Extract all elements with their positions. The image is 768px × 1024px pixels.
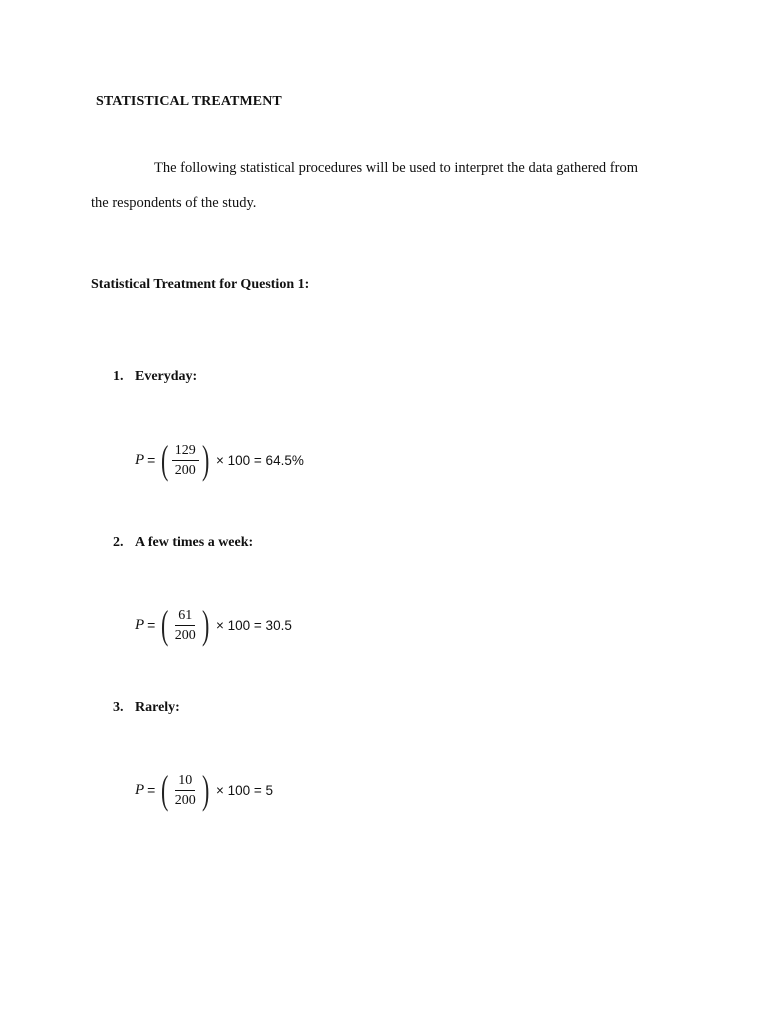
- formula-equals: =: [147, 617, 156, 633]
- right-paren: ): [201, 602, 210, 647]
- fraction-numerator: 129: [172, 442, 199, 461]
- right-paren: ): [201, 767, 210, 812]
- list-item-label: Everyday:: [135, 369, 198, 384]
- intro-paragraph-line-1: The following statistical procedures will be used to interpret the data gathered from: [154, 160, 638, 176]
- fraction-denominator: 200: [174, 462, 196, 478]
- formula-equals: =: [147, 782, 156, 798]
- formula-result: × 100 = 30.5: [216, 617, 292, 633]
- left-paren: (: [161, 602, 169, 647]
- right-paren: ): [201, 437, 210, 482]
- formula-rarely: [135, 768, 273, 812]
- list-item-label: A few times a week:: [135, 535, 254, 550]
- list-item-number: 2.: [113, 535, 124, 550]
- fraction-denominator: 200: [174, 627, 196, 643]
- list-item-everyday: [113, 369, 197, 385]
- fraction: [172, 607, 199, 644]
- formula-result: × 100 = 5: [216, 782, 274, 798]
- fraction-numerator: 10: [175, 772, 195, 791]
- left-paren: (: [161, 767, 169, 812]
- formula-equals: =: [147, 452, 156, 468]
- intro-paragraph-line-2: the respondents of the study.: [91, 195, 257, 211]
- formula-everyday: [135, 438, 304, 482]
- question-subheading: Statistical Treatment for Question 1:: [91, 277, 310, 292]
- formula-variable: P: [135, 616, 145, 633]
- list-item-number: 1.: [113, 369, 124, 384]
- list-item-few-times-a-week: [113, 535, 253, 551]
- formula-variable: P: [135, 451, 145, 468]
- list-item-number: 3.: [113, 700, 124, 715]
- formula-result: × 100 = 64.5%: [216, 452, 304, 468]
- left-paren: (: [161, 437, 169, 482]
- fraction: [172, 442, 199, 479]
- formula-few-times-a-week: [135, 603, 292, 647]
- formula-variable: P: [135, 781, 145, 798]
- section-heading: STATISTICAL TREATMENT: [96, 94, 282, 109]
- list-item-rarely: [113, 700, 180, 716]
- list-item-label: Rarely:: [135, 700, 180, 715]
- fraction: [172, 772, 199, 809]
- fraction-numerator: 61: [175, 607, 195, 626]
- fraction-denominator: 200: [174, 792, 196, 808]
